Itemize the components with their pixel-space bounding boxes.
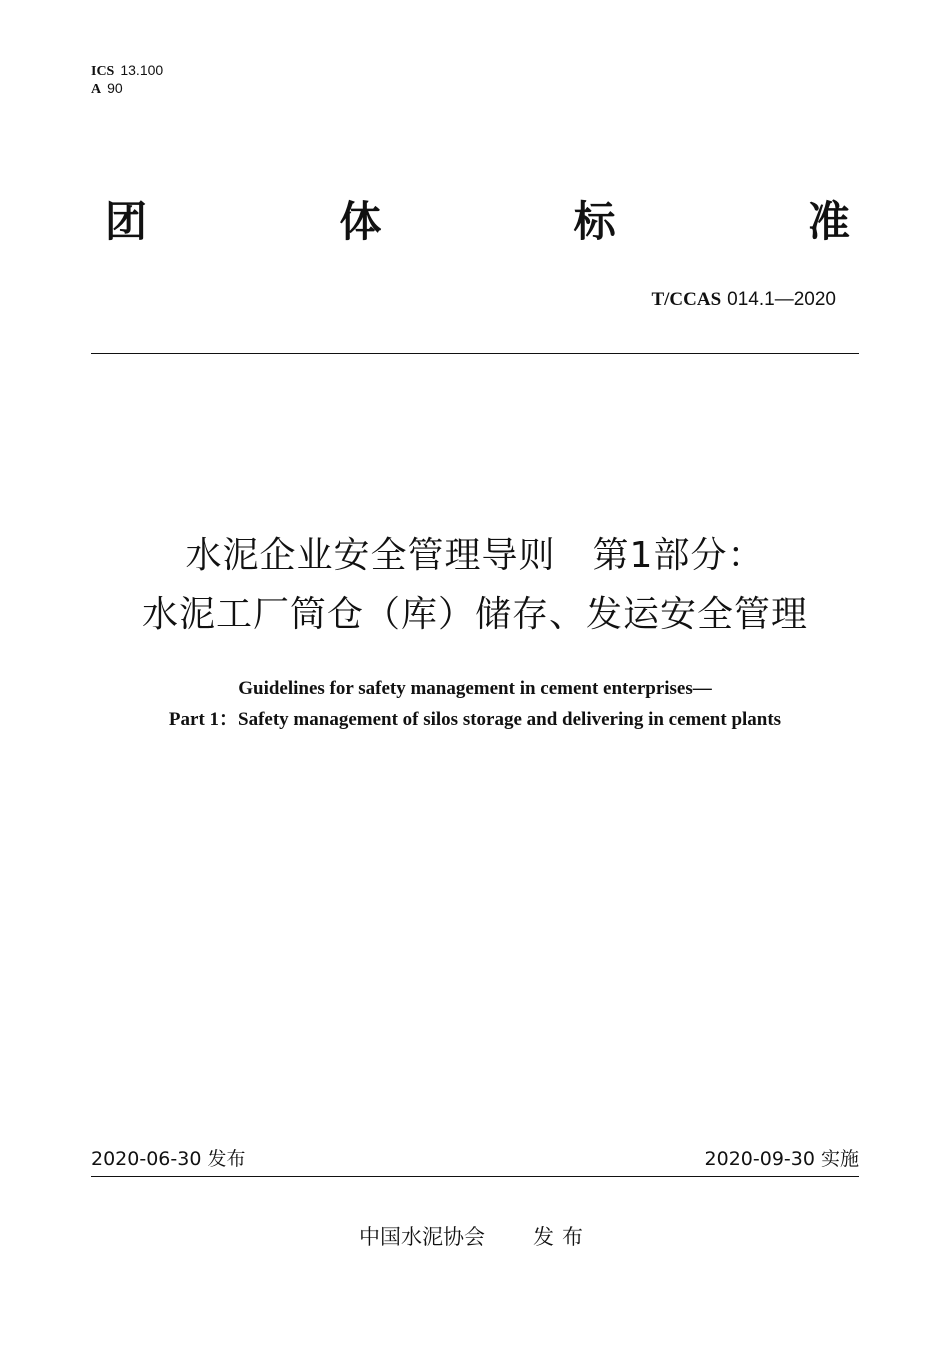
standard-type-heading bbox=[105, 196, 850, 248]
title-cn-line-1: 水泥企业安全管理导则 第1部分： bbox=[185, 535, 765, 576]
classification-codes bbox=[91, 62, 163, 98]
ics-label: ICS bbox=[91, 64, 115, 79]
publisher-action: 发布 bbox=[533, 1225, 591, 1249]
publisher-line bbox=[0, 1222, 950, 1252]
standard-number-prefix: T/CCAS bbox=[651, 289, 722, 310]
ics-value: 13.100 bbox=[120, 62, 164, 78]
ccs-row bbox=[91, 80, 163, 98]
implementation-date: 2020-09-30 实施 bbox=[704, 1148, 859, 1170]
bottom-divider bbox=[91, 1176, 859, 1177]
ics-row bbox=[91, 62, 163, 80]
standard-type-char: 团 bbox=[105, 197, 148, 246]
top-divider bbox=[91, 353, 859, 354]
standard-number bbox=[651, 286, 836, 313]
standard-type-char: 标 bbox=[573, 197, 616, 246]
standard-number-value: 014.1—2020 bbox=[727, 289, 836, 310]
title-en-line-1: Guidelines for safety management in cement enterprises— bbox=[238, 678, 712, 699]
title-en-line-2: Part 1：Safety management of silos storage and delivering in cement plants bbox=[168, 709, 782, 730]
ccs-value: 90 bbox=[107, 80, 123, 96]
issue-date: 2020-06-30 发布 bbox=[91, 1148, 246, 1170]
standard-type-char: 体 bbox=[339, 197, 382, 246]
ccs-label: A bbox=[91, 82, 102, 97]
standard-type-char: 准 bbox=[807, 197, 850, 246]
title-cn-line-2: 水泥工厂筒仓（库）储存、发运安全管理 bbox=[141, 594, 808, 635]
publisher-organization: 中国水泥协会 bbox=[359, 1225, 485, 1249]
